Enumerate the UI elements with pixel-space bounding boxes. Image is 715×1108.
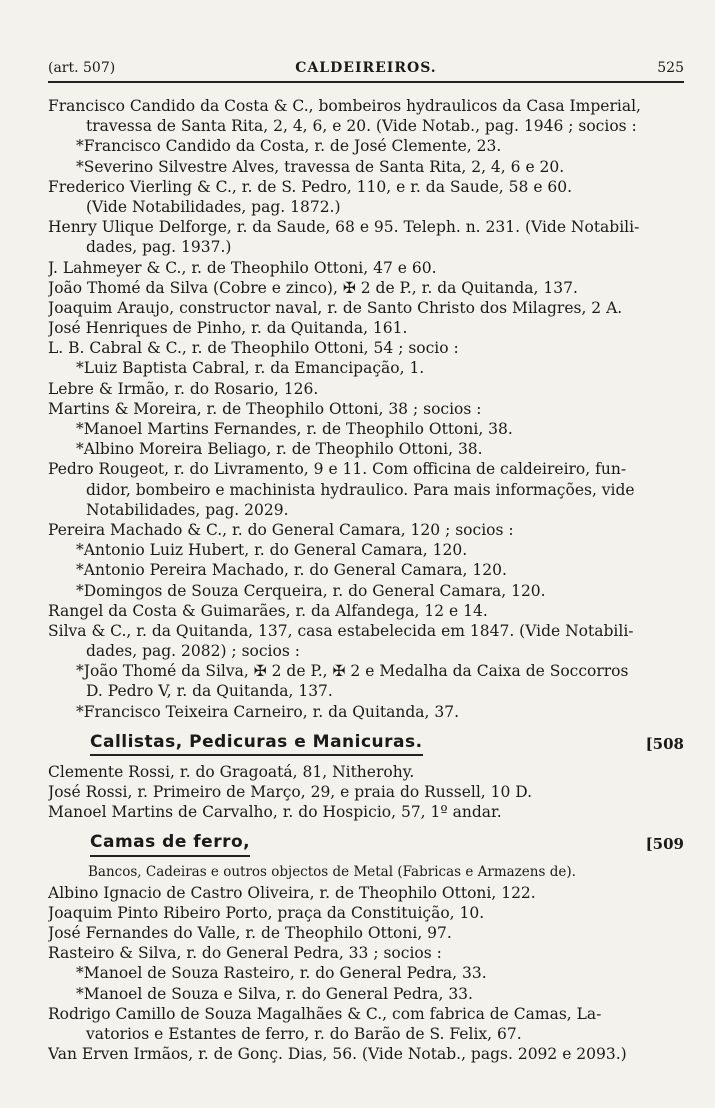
entry-line: Francisco Candido da Costa & C., bombeiros hydraulicos da Casa Imperial,: [48, 97, 641, 115]
entry-line: Lebre & Irmão, r. do Rosario, 126.: [48, 379, 319, 398]
entry-line: dades, pag. 1937.): [86, 238, 232, 257]
header-rule: [48, 81, 684, 83]
entry-line: L. B. Cabral & C., r. de Theophilo Ottoni, 54 ; socio :: [48, 339, 459, 358]
entry-line: Joaquim Araujo, constructor naval, r. de Santo Christo dos Milagres, 2 A.: [48, 298, 623, 317]
entry-line: *Francisco Candido da Costa, r. de José Clemente, 23.: [76, 137, 502, 156]
entry-line: *Luiz Baptista Cabral, r. da Emancipação, 1.: [76, 359, 425, 378]
entry-line: (Vide Notabilidades, pag. 1872.): [86, 197, 341, 216]
section-subtitle: Bancos, Cadeiras e outros objectos de Metal (Fabricas e Armazens de).: [88, 864, 576, 881]
entry-line: J. Lahmeyer & C., r. de Theophilo Ottoni, 47 e 60.: [48, 258, 437, 277]
entry-line: Rodrigo Camillo de Souza Magalhães & C., com fabrica de Camas, La-: [48, 1004, 602, 1023]
entry-line: José Rossi, r. Primeiro de Março, 29, e praia do Russell, 10 D.: [48, 783, 533, 801]
entry-line: José Henriques de Pinho, r. da Quitanda, 161.: [48, 319, 408, 338]
page-number: 525: [657, 60, 684, 76]
entry-line: Pereira Machado & C., r. do General Camara, 120 ; socios :: [48, 520, 514, 539]
entry-line: Rasteiro & Silva, r. do General Pedra, 33 ; socios :: [48, 944, 442, 963]
running-header: [48, 60, 684, 80]
entry-line: Van Erven Irmãos, r. de Gonç. Dias, 56. (Vide Notab., pags. 2092 e 2093.): [48, 1045, 627, 1064]
entry-line: *Albino Moreira Beliago, r. de Theophilo Ottoni, 38.: [76, 440, 483, 459]
entry-line: didor, bombeiro e machinista hydraulico. Para mais informações, vide: [86, 480, 635, 499]
entry-line: vatorios e Estantes de ferro, r. do Barão de S. Felix, 67.: [86, 1024, 522, 1043]
entry-line: Martins & Moreira, r. de Theophilo Ottoni, 38 ; socios :: [48, 399, 482, 418]
entry-line: dades, pag. 2082) ; socios :: [86, 642, 300, 661]
entry-line: Frederico Vierling & C., r. de S. Pedro, 110, e r. da Saude, 58 e 60.: [48, 177, 573, 196]
entry-line: Pedro Rougeot, r. do Livramento, 9 e 11. Com officina de caldeireiro, fun-: [48, 460, 627, 479]
entry-line: Manoel Martins de Carvalho, r. do Hospicio, 57, 1º andar.: [48, 803, 502, 822]
entry-line: *Antonio Pereira Machado, r. do General Camara, 120.: [76, 561, 507, 580]
entry-line: *Domingos de Souza Cerqueira, r. do General Camara, 120.: [76, 581, 546, 600]
entry-line: travessa de Santa Rita, 2, 4, 6, e 20. (Vide Notab., pag. 1946 ; socios :: [86, 117, 637, 136]
header-section-title: CALDEIREIROS.: [295, 60, 437, 76]
page-body: [48, 96, 684, 1064]
entry-line: *Francisco Teixeira Carneiro, r. da Quitanda, 37.: [76, 702, 460, 721]
entry-line: *Manoel de Souza e Silva, r. do General Pedra, 33.: [76, 984, 473, 1003]
entry-line: Silva & C., r. da Quitanda, 137, casa estabelecida em 1847. (Vide Notabili-: [48, 621, 634, 640]
entry-line: *João Thomé da Silva, ✠ 2 de P., ✠ 2 e Medalha da Caixa de Soccorros: [76, 662, 629, 681]
section-number: [508: [645, 734, 684, 753]
entry-line: José Fernandes do Valle, r. de Theophilo Ottoni, 97.: [48, 923, 452, 942]
entry-line: Clemente Rossi, r. do Gragoatá, 81, Nitherohy.: [48, 762, 415, 781]
section-number: [509: [645, 835, 684, 854]
section-title: Camas de ferro,: [90, 832, 250, 856]
section-heading: [48, 828, 684, 862]
entry-line: Albino Ignacio de Castro Oliveira, r. de Theophilo Ottoni, 122.: [48, 883, 536, 902]
entry-line: *Antonio Luiz Hubert, r. do General Camara, 120.: [76, 541, 468, 560]
entry-line: D. Pedro V, r. da Quitanda, 137.: [86, 682, 333, 701]
section-heading: [48, 728, 684, 762]
entry-line: Notabilidades, pag. 2029.: [86, 500, 289, 519]
entry-line: Rangel da Costa & Guimarães, r. da Alfandega, 12 e 14.: [48, 601, 488, 620]
entry-line: João Thomé da Silva (Cobre e zinco), ✠ 2 de P., r. da Quitanda, 137.: [48, 278, 578, 297]
entry-line: *Manoel Martins Fernandes, r. de Theophilo Ottoni, 38.: [76, 420, 513, 438]
entry-line: Joaquim Pinto Ribeiro Porto, praça da Constituição, 10.: [48, 903, 485, 922]
entry-line: *Manoel de Souza Rasteiro, r. do General Pedra, 33.: [76, 964, 487, 983]
entry-line: *Severino Silvestre Alves, travessa de Santa Rita, 2, 4, 6 e 20.: [76, 157, 565, 176]
header-article-ref: (art. 507): [48, 60, 116, 76]
section-title: Callistas, Pedicuras e Manicuras.: [90, 732, 423, 756]
entry-line: Henry Ulique Delforge, r. da Saude, 68 e 95. Teleph. n. 231. (Vide Notabili-: [48, 218, 640, 237]
